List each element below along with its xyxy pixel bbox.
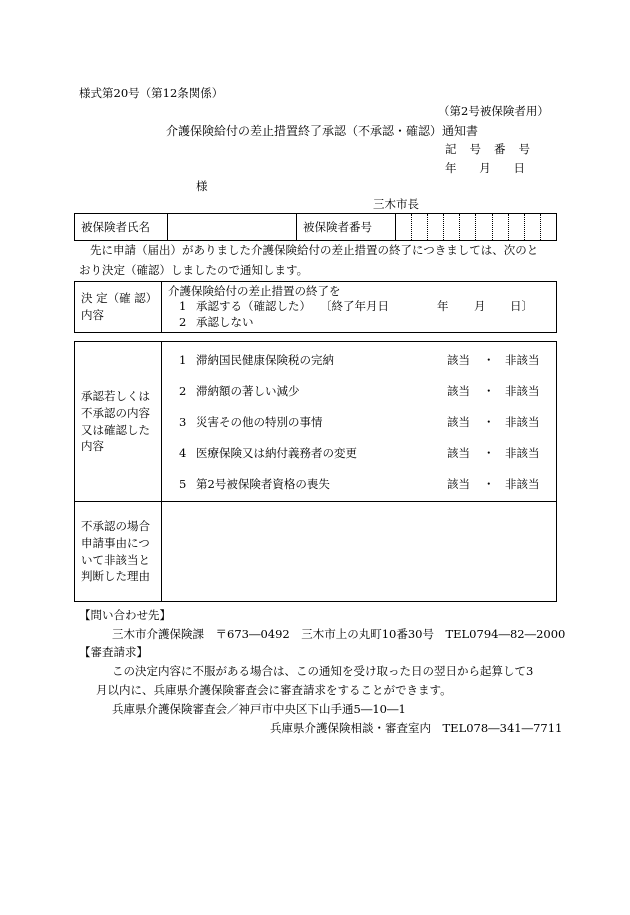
number-digit-box[interactable] (524, 214, 540, 240)
appeal-heading: 【審査請求】 (79, 645, 148, 659)
issuer: 三木市長 (373, 197, 419, 211)
reason-text: 第2号被保険者資格の喪失 (196, 477, 330, 491)
option-separator: ・ (483, 353, 495, 367)
reason-text: 滞納額の著しい減少 (196, 384, 300, 398)
number-digit-box[interactable] (427, 214, 443, 240)
decision-label: 決 定（確 認） 内容 (75, 282, 162, 333)
document-title: 介護保険給付の差止措置終了承認（不承認・確認）通知書 (166, 124, 479, 138)
number-digit-box[interactable] (492, 214, 508, 240)
decision-table (74, 281, 557, 333)
applicable-option[interactable]: 該当 (447, 384, 470, 398)
option-separator: ・ (483, 477, 495, 491)
number-digit-box[interactable] (443, 214, 459, 240)
insured-name-field[interactable] (168, 214, 297, 241)
end-date-label: 〔終了年月日 (320, 299, 389, 313)
number-digit-box[interactable] (396, 214, 411, 240)
reference-char: 号 (469, 142, 481, 156)
reasons-table (74, 341, 557, 602)
number-digit-box[interactable] (508, 214, 524, 240)
reference-char: 番 (494, 142, 506, 156)
number-digit-box[interactable] (411, 214, 427, 240)
number-digit-box[interactable] (475, 214, 491, 240)
reference-number (445, 144, 530, 156)
applicable-option[interactable]: 該当 (447, 353, 470, 367)
decision-heading: 介護保険給付の差止措置の終了を (168, 284, 341, 298)
not-applicable-option[interactable]: 非該当 (505, 477, 540, 491)
insured-number-field[interactable] (396, 214, 557, 241)
disapproval-label: 不承認の場合 申請事由につ いて非該当と 判断した理由 (75, 502, 162, 602)
date-year-label: 年 (445, 161, 457, 175)
reason-row (162, 479, 556, 493)
applicable-option[interactable]: 該当 (447, 446, 470, 460)
contact-line: 三木市介護保険課 〒673―0492 三木市上の丸町10番30号 TEL0794―82―2000 (112, 627, 566, 641)
option-separator: ・ (483, 415, 495, 429)
reason-text: 医療保険又は納付義務者の変更 (196, 446, 357, 460)
end-date-day: 日〕 (510, 299, 533, 313)
option-2-number: 2 (179, 315, 187, 329)
reason-number: 4 (179, 446, 187, 460)
applicable-option[interactable]: 該当 (447, 415, 470, 429)
appeal-line-2: 月以内に、兵庫県介護保険審査会に審査請求をすることができます。 (96, 683, 452, 697)
recipient-suffix: 様 (196, 179, 208, 193)
reason-row (162, 355, 556, 369)
not-applicable-option[interactable]: 非該当 (505, 446, 540, 460)
not-applicable-option[interactable]: 非該当 (505, 353, 540, 367)
disapproval-reason-field[interactable] (162, 502, 557, 602)
reference-char: 記 (445, 142, 457, 156)
issue-date (445, 163, 525, 175)
reason-row (162, 417, 556, 431)
date-day-label: 日 (513, 161, 525, 175)
applicable-option[interactable]: 該当 (447, 477, 470, 491)
date-month-label: 月 (479, 161, 491, 175)
number-digit-box[interactable] (540, 214, 556, 240)
intro-line-1: 先に申請（届出）がありました介護保険給付の差止措置の終了につきましては、次のと (90, 243, 539, 257)
reason-number: 1 (179, 353, 187, 367)
reason-text: 滞納国民健康保険税の完納 (196, 353, 334, 367)
reason-number: 3 (179, 415, 187, 429)
insured-name-label: 被保険者氏名 (75, 214, 168, 241)
option-2-disapprove[interactable]: 承認しない (196, 315, 254, 329)
appeal-line-1: この決定内容に不服がある場合は、この通知を受け取った日の翌日から起算して3 (112, 664, 534, 678)
insured-number-label: 被保険者番号 (297, 214, 396, 241)
reasons-label: 承認若しくは 不承認の内容 又は確認した 内容 (75, 342, 162, 502)
number-digit-box[interactable] (459, 214, 475, 240)
option-separator: ・ (483, 384, 495, 398)
reason-row (162, 448, 556, 462)
not-applicable-option[interactable]: 非該当 (505, 415, 540, 429)
insured-type: （第2号被保険者用） (438, 104, 549, 118)
appeal-line-3: 兵庫県介護保険審査会／神戸市中央区下山手通5―10―1 (112, 702, 406, 716)
not-applicable-option[interactable]: 非該当 (505, 384, 540, 398)
option-separator: ・ (483, 446, 495, 460)
reason-row (162, 386, 556, 400)
reason-number: 5 (179, 477, 187, 491)
contact-heading: 【問い合わせ先】 (79, 608, 171, 622)
option-1-number: 1 (179, 299, 187, 313)
decision-content (162, 282, 557, 333)
end-date-year: 年 (437, 299, 449, 313)
form-number: 様式第20号（第12条関係） (79, 86, 224, 100)
insured-table (74, 213, 557, 241)
end-date-month: 月 (474, 299, 486, 313)
intro-line-2: おり決定（確認）しましたので通知します。 (79, 263, 309, 277)
reason-number: 2 (179, 384, 187, 398)
appeal-line-4: 兵庫県介護保険相談・審査室内 TEL078―341―7711 (270, 721, 563, 735)
reasons-content (162, 342, 557, 502)
reason-text: 災害その他の特別の事情 (196, 415, 323, 429)
reference-char: 号 (518, 142, 530, 156)
option-1-approve[interactable]: 承認する（確認した） (196, 299, 311, 313)
